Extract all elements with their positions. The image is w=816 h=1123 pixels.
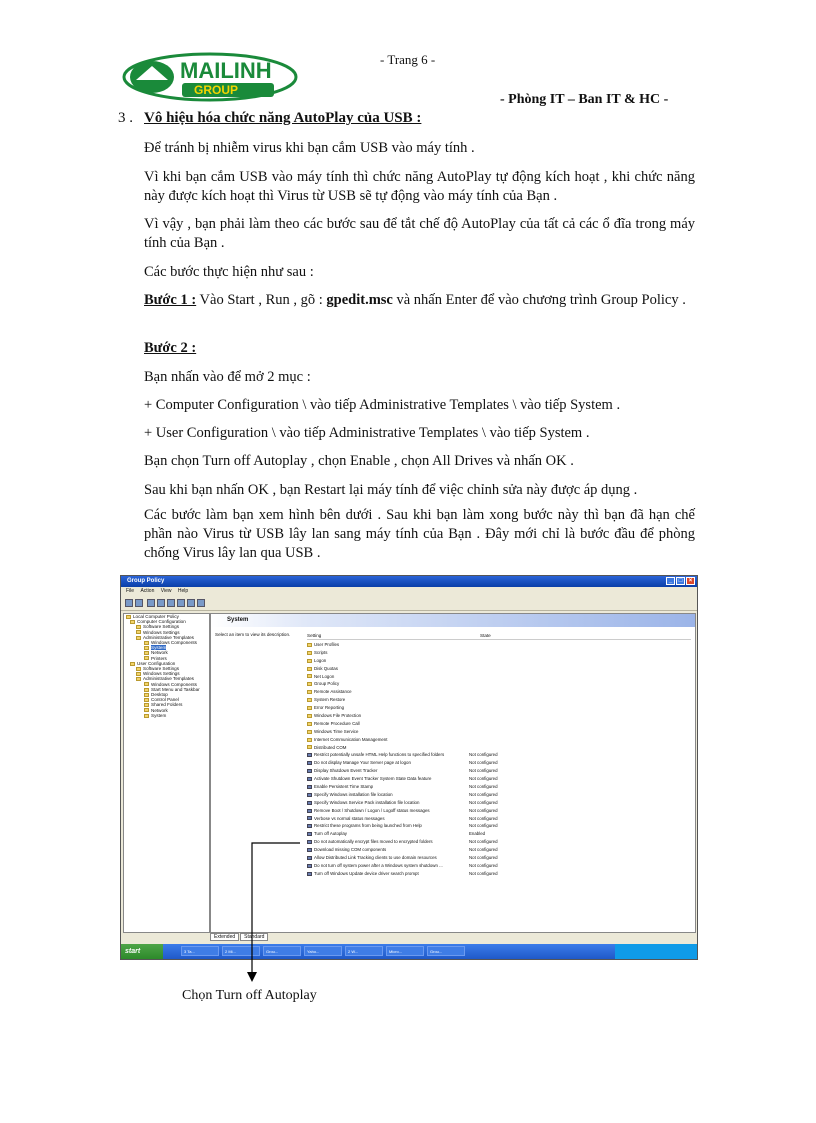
tree-item[interactable]: Control Panel: [124, 697, 209, 702]
tree-item[interactable]: Network: [124, 708, 209, 713]
policy-name: Verbose vs normal status messages: [314, 815, 385, 821]
policy-name: Specify Windows installation file location: [314, 791, 393, 797]
step-1-label: Bước 1 :: [144, 292, 197, 308]
tree-item[interactable]: Software Settings: [124, 666, 209, 671]
policy-name: Restrict potentially unsafe HTML Help functions to specified folders: [314, 752, 445, 758]
tree-item[interactable]: Administrative Templates: [124, 676, 209, 681]
paragraph-5: Bạn nhấn vào để mở 2 mục :: [144, 369, 311, 385]
tree-item[interactable]: Windows Components: [124, 682, 209, 687]
paragraph-4: Các bước thực hiện như sau :: [144, 264, 314, 280]
column-state[interactable]: State: [480, 633, 491, 638]
menu-file[interactable]: File: [126, 588, 135, 594]
policy-name: Restrict these programs from being launched from Help: [314, 823, 422, 829]
section-number: 3 .: [118, 110, 133, 126]
start-button[interactable]: start: [121, 944, 163, 959]
step-1-text-end: và nhấn Enter để vào chương trình Group Policy .: [392, 292, 686, 308]
tree-item[interactable]: Printers: [124, 656, 209, 661]
folder-row[interactable]: Remote Procedure Call: [307, 720, 691, 728]
paragraph-6: + Computer Configuration \ vào tiếp Administrative Templates \ vào tiếp System .: [144, 397, 621, 413]
column-setting[interactable]: Setting: [307, 633, 322, 638]
task-button[interactable]: 2 W...: [345, 946, 383, 956]
folder-row[interactable]: Distributed COM: [307, 744, 691, 752]
paragraph-3: Vì vậy , bạn phải làm theo các bước sau để tắt chế độ AutoPlay của tất cả các ổ đĩa trong máy tính của Bạn .: [144, 216, 695, 251]
menu-help[interactable]: Help: [177, 588, 189, 594]
policy-state: Not configured: [469, 855, 498, 861]
paragraph-1: Để tránh bị nhiễm virus khi bạn cắm USB vào máy tính .: [144, 140, 475, 156]
folder-row[interactable]: Logon: [307, 657, 691, 665]
task-button[interactable]: Yaho...: [304, 946, 342, 956]
page-number: - Trang 6 -: [380, 52, 436, 67]
tree-item[interactable]: Software Settings: [124, 624, 209, 629]
tree-item[interactable]: Network: [124, 650, 209, 655]
policy-name: Do not automatically encrypt files moved to encrypted folders: [314, 839, 433, 845]
policy-state: Not configured: [469, 807, 498, 813]
policy-state: Not configured: [469, 799, 498, 805]
tree-item[interactable]: Start Menu and Taskbar: [124, 687, 209, 692]
tree-item[interactable]: Windows Settings: [124, 671, 209, 676]
policy-state: Not configured: [469, 760, 498, 766]
panel-title: System: [227, 617, 249, 623]
folder-row[interactable]: Internet Communication Management: [307, 736, 691, 744]
policy-name: Remove Boot / Shutdown / Logon / Logoff status messages: [314, 807, 430, 813]
policy-state: Not configured: [469, 815, 498, 821]
step-2-label: Bước 2 :: [144, 340, 197, 356]
task-button[interactable]: 2 Mi...: [222, 946, 260, 956]
policy-name: Do not turn off system power after a Windows system shutdown ...: [314, 862, 443, 868]
paragraph-2: Vì khi bạn cắm USB vào máy tính thì chức năng AutoPlay tự động kích hoạt , khi chức năng này được kích hoạt thì Virus từ USB sẽ tự động vào máy tính của Bạn .: [144, 169, 695, 204]
step-1-command: gpedit.msc: [326, 292, 393, 308]
department-label: - Phòng IT – Ban IT & HC -: [500, 92, 669, 107]
tree-item[interactable]: User Configuration: [124, 661, 209, 666]
tree-item[interactable]: Windows Components: [124, 640, 209, 645]
policy-state: Not configured: [469, 862, 498, 868]
description-text: Select an item to view its description.: [215, 632, 291, 637]
policy-state: Not configured: [469, 839, 498, 845]
policy-name: Allow Distributed Link Tracking clients to use domain resources: [314, 855, 437, 861]
window-title: Group Policy: [127, 578, 165, 584]
menu-action[interactable]: Action: [140, 588, 155, 594]
policy-state: Not configured: [469, 870, 498, 876]
folder-row[interactable]: Scripts: [307, 649, 691, 657]
minimize-icon[interactable]: _: [666, 577, 675, 585]
policy-state: Not configured: [469, 776, 498, 782]
policy-state: Not configured: [469, 784, 498, 790]
tree-item[interactable]: Shared Folders: [124, 702, 209, 707]
paragraph-10: Các bước làm bạn xem hình bên dưới . Sau khi bạn làm xong bước này thì bạn đã hạn chế phần nào Virus từ USB lây lan sang máy tính của Bạn . Đây mới chỉ là bước đầu để phòng chống Virus lây lan qua USB .: [144, 507, 695, 561]
logo-group-text: GROUP: [194, 83, 239, 97]
close-icon[interactable]: ×: [686, 577, 695, 585]
policy-name: Do not display Manage Your Server page at logon: [314, 760, 411, 766]
step-1-text: Vào Start , Run , gõ :: [196, 292, 327, 308]
folder-row[interactable]: Group Policy: [307, 680, 691, 688]
task-button[interactable]: Micro...: [386, 946, 424, 956]
folder-row[interactable]: System Restore: [307, 696, 691, 704]
policy-name: Activate Shutdown Event Tracker System State Data feature: [314, 776, 432, 782]
paragraph-9: Sau khi bạn nhấn OK , bạn Restart lại máy tính để việc chỉnh sửa này được áp dụng .: [144, 482, 638, 498]
policy-state: Enabled: [469, 831, 486, 837]
tree-item[interactable]: Desktop: [124, 692, 209, 697]
folder-row[interactable]: Remote Assistance: [307, 688, 691, 696]
logo-brand-text: MAILINH: [180, 58, 272, 83]
folder-row[interactable]: Windows Time Service: [307, 728, 691, 736]
task-button[interactable]: Grou...: [263, 946, 301, 956]
tree-item[interactable]: Administrative Templates: [124, 635, 209, 640]
menu-view[interactable]: View: [160, 588, 172, 594]
policy-name: Download missing COM components: [314, 847, 387, 853]
folder-row[interactable]: Error Reporting: [307, 704, 691, 712]
tab-standard[interactable]: Standard: [240, 933, 268, 941]
policy-state: Not configured: [469, 768, 498, 774]
paragraph-8: Bạn chọn Turn off Autoplay , chọn Enable , chọn All Drives và nhấn OK .: [144, 453, 574, 469]
policy-state: Not configured: [469, 847, 498, 853]
policy-name: Specify Windows Service Pack installation file location: [314, 799, 420, 805]
policy-state: Not configured: [469, 823, 498, 829]
maximize-icon[interactable]: □: [676, 577, 685, 585]
policy-name: Turn off Autoplay: [314, 831, 347, 837]
section-title: Vô hiệu hóa chức năng AutoPlay của USB :: [144, 110, 422, 126]
tree-item-selected[interactable]: System: [124, 645, 209, 650]
tree-item[interactable]: Computer Configuration: [124, 619, 209, 624]
policy-state: Not configured: [469, 752, 498, 758]
figure-caption: Chọn Turn off Autoplay: [182, 988, 317, 1003]
folder-row[interactable]: Disk Quotas: [307, 665, 691, 673]
task-button[interactable]: 3 Ta...: [181, 946, 219, 956]
policy-state: Not configured: [469, 791, 498, 797]
paragraph-7: + User Configuration \ vào tiếp Administrative Templates \ vào tiếp System .: [144, 425, 590, 441]
tree-item[interactable]: Windows Settings: [124, 630, 209, 635]
tree-item[interactable]: System: [124, 713, 209, 718]
policy-name: Enable Persistent Time Stamp: [314, 784, 374, 790]
folder-row[interactable]: Net Logon: [307, 673, 691, 681]
policy-name: Display Shutdown Event Tracker: [314, 768, 378, 774]
folder-row[interactable]: User Profiles: [307, 641, 691, 649]
tree-item[interactable]: Local Computer Policy: [124, 614, 209, 619]
task-button[interactable]: Grou...: [427, 946, 465, 956]
tab-extended[interactable]: Extended: [210, 933, 239, 941]
folder-row[interactable]: Windows File Protection: [307, 712, 691, 720]
policy-name: Turn off Windows Update device driver search prompt: [314, 870, 419, 876]
